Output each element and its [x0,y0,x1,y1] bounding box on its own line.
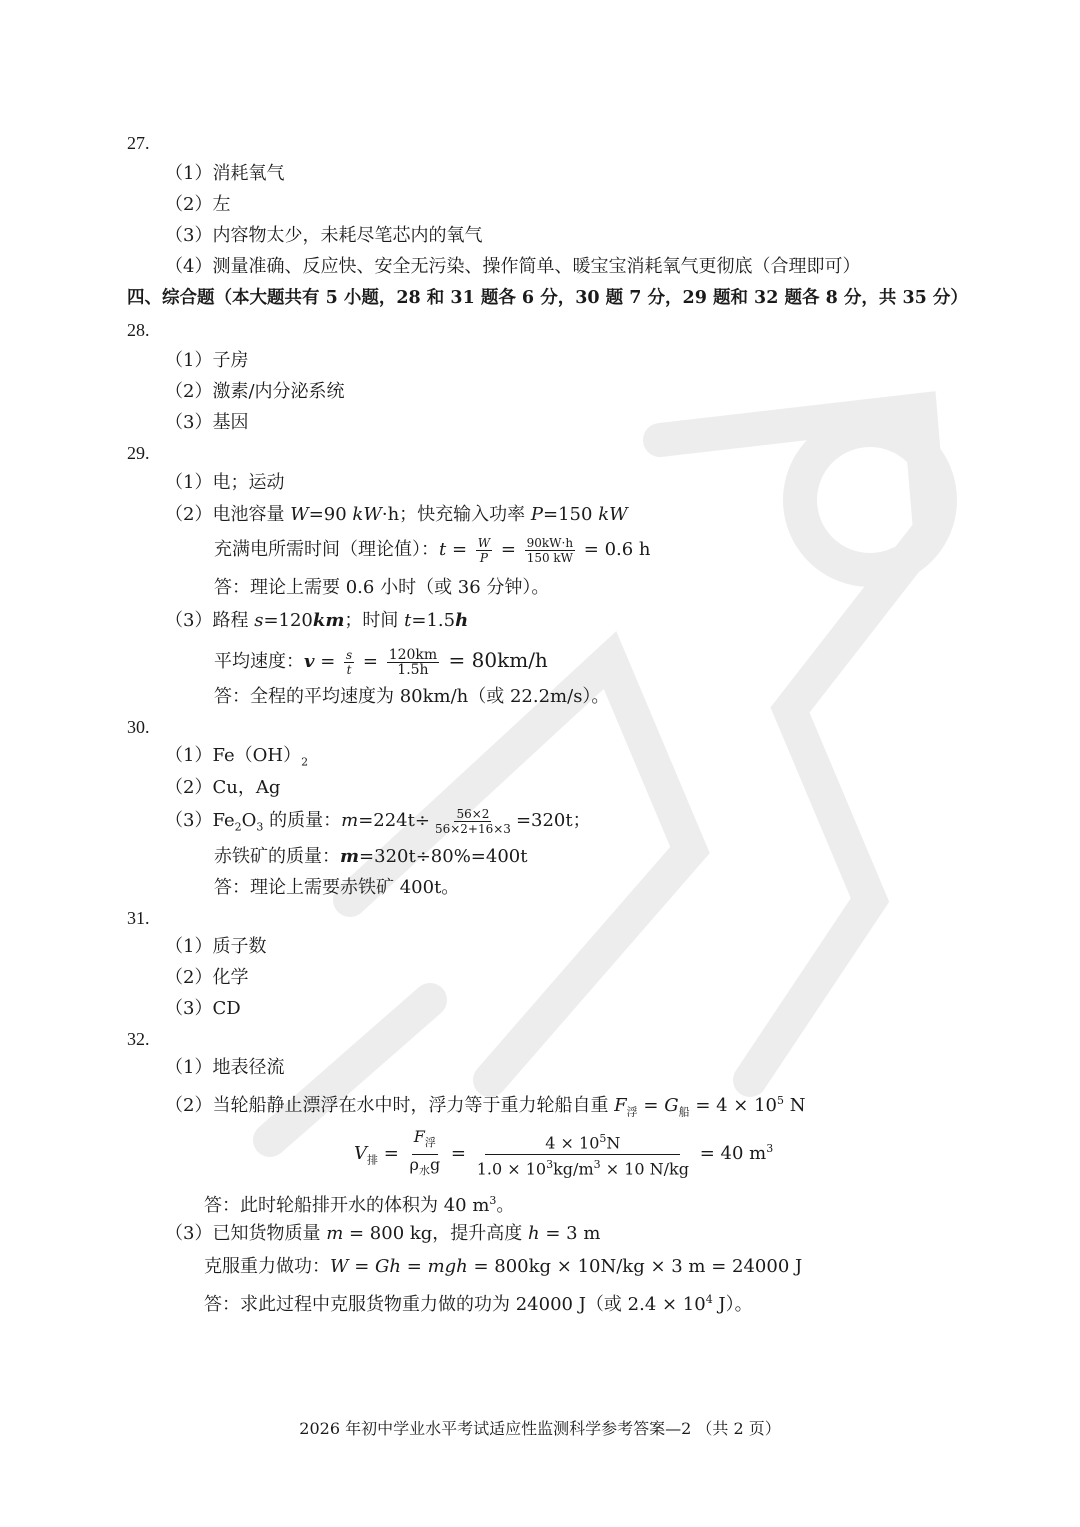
q30-answer-1 [165,744,308,775]
frac-bottom [475,1155,691,1179]
exponent: 3 [546,1157,554,1171]
exponent: 3 [489,1194,497,1207]
subscript: 2 [301,755,309,769]
equals: = [445,1143,472,1164]
equals: = [446,539,473,560]
var-v: v [304,651,315,672]
speed-result: = 80km/h [442,648,548,672]
unit-n: N [784,1095,806,1116]
q30-1-formula: （1）Fe（OH） [165,745,302,766]
ore-label: 赤铁矿的质量： [214,846,340,867]
work-calc: = 800kg × 10N/kg × 3 m = 24000 J [467,1256,803,1277]
q27-answer-2: （2）左 [165,194,231,215]
unit-h: h [455,610,469,631]
q32-2-text: （2）当轮船静止漂浮在水中时，浮力等于重力轮船自重 [165,1095,615,1116]
fraction-w-over-p [476,536,492,565]
var-s: s [254,610,264,631]
exponent: 5 [777,1094,785,1107]
frac-bottom: t [346,662,352,677]
q31-answer-3: （3）CD [165,998,241,1019]
subscript: 浮 [424,1136,436,1150]
question-31-number: 31. [127,908,150,928]
var-m: m [326,1223,344,1244]
density-value: 1.0 × 10 [476,1158,547,1178]
q27-answer-4: （4）测量准确、反应快、安全无污染、操作简单、暖宝宝消耗氧气更彻底（合理即可） [165,256,861,277]
var-m: m [341,810,359,831]
fraction-buoyancy [408,1127,443,1180]
question-29-number: 29. [127,443,150,463]
exponent: 4 [705,1293,713,1306]
q29-2-value1: =90 [308,504,353,525]
q29-3-mid: ；时间 [344,610,405,631]
var-gh: Gh [375,1256,402,1277]
frac-top: W [477,535,491,550]
q32-3-text: （3）已知货物质量 [165,1223,327,1244]
exponent: 5 [599,1132,607,1146]
unit-km: km [312,610,345,631]
fraction-volume-calc [475,1129,691,1179]
equals: = [378,1143,405,1164]
equals: = [357,651,384,672]
unit-kw: kW [352,504,382,525]
var-m: m [340,846,360,867]
gravity-value: × 10 N/kg [600,1158,689,1178]
var-h: h [528,1223,540,1244]
frac-top: 90kW·h [526,535,574,550]
q29-speed-formula [214,643,548,679]
q32-answer-2 [165,1089,806,1125]
q29-speed-answer: 答：全程的平均速度为 80km/h（或 22.2m/s）。 [214,686,610,707]
fraction-distance-over-time [387,648,439,677]
q31-answer-1: （1）质子数 [165,936,267,957]
fraction-iron-ratio [433,807,513,836]
exponent: 3 [766,1142,774,1155]
subscript: 水 [418,1163,430,1177]
question-28-number: 28. [127,320,150,340]
q30-3-result: =320t； [515,810,591,831]
q29-3-value1: =120 [263,610,313,631]
answer-text: 答：求此过程中克服货物重力做的功为 24000 J（或 2.4 × 10 [204,1294,706,1315]
q27-answer-1: （1）消耗氧气 [165,163,285,184]
q29-answer-2 [165,503,628,527]
page-footer: 2026 年初中学业水平考试适应性监测科学参考答案—2 （共 2 页） [299,1419,781,1438]
rho-symbol: ρ [409,1154,419,1174]
q32-answer-3 [165,1222,600,1246]
q29-3-value2: =1.5 [411,610,456,631]
force-value: 4 × 10 [545,1133,600,1153]
var-f: F [413,1127,425,1147]
frac-top [485,1129,680,1154]
answer-text: 答：此时轮船排开水的体积为 40 m [204,1195,490,1216]
q28-answer-1: （1）子房 [165,350,249,371]
equals: = [314,651,341,672]
var-t: t [439,539,447,560]
q29-answer-1: （1）电；运动 [165,472,285,493]
subscript: 浮 [626,1105,638,1119]
question-30-number: 30. [127,717,150,737]
q30-3-mid: 的质量： [263,810,342,831]
q29-2-value2: =150 [543,504,599,525]
var-w: W [290,504,309,525]
q29-answer-3 [165,609,468,633]
frac-top [412,1127,438,1154]
var-p: P [530,504,544,525]
fraction-energy-over-power [525,536,575,565]
watermark-graphic [230,380,1010,1160]
equals: = [495,539,522,560]
var-g: g [429,1154,441,1174]
q29-2-prefix: （2）电池容量 [165,504,291,525]
q32-volume-formula [354,1122,773,1188]
subscript: 船 [678,1105,690,1119]
var-w: W [330,1256,349,1277]
frac-top: 120km [388,646,438,663]
q30-ore-mass [214,845,527,869]
answer-end: J）。 [712,1294,753,1315]
frac-bottom: 56×2+16×3 [434,821,511,836]
oxygen-symbol: O [241,810,257,831]
q30-answer: 答：理论上需要赤铁矿 400t。 [214,877,460,898]
ore-calc: =320t÷80%=400t [359,846,528,867]
subscript: 2 [234,820,242,834]
exponent: 3 [593,1157,601,1171]
var-f: F [614,1095,627,1116]
equals: = [401,1256,428,1277]
q32-answer-1: （1）地表径流 [165,1057,285,1078]
unit-n: N [606,1133,621,1153]
frac-bottom [408,1155,443,1181]
frac-bottom: 1.5h [397,661,429,678]
frac-top: s [346,647,353,662]
q32-work-answer [204,1288,753,1317]
unit-kw-2: kW [598,504,628,525]
q30-answer-2: （2）Cu，Ag [165,777,281,798]
q27-answer-3: （3）内容物太少，未耗尽笔芯内的氧气 [165,225,483,246]
q30-3-calc: =224t÷ [358,810,430,831]
mass-value: = 800 kg，提升高度 [343,1223,529,1244]
var-g: G [664,1095,679,1116]
question-27-number: 27. [127,133,150,153]
subscript: 排 [367,1153,378,1167]
q28-answer-3: （3）基因 [165,412,249,433]
height-value: = 3 m [539,1223,601,1244]
var-t: t [404,610,412,631]
weight-value: = 4 × 10 [689,1095,778,1116]
frac-top: 56×2 [456,806,490,821]
q29-2-mid: ·h；快充输入功率 [381,504,531,525]
volume-result: = 40 m [693,1143,767,1164]
var-v: V [354,1143,367,1164]
q32-volume-answer [204,1189,514,1218]
equals: = [348,1256,376,1277]
var-mgh: mgh [427,1256,468,1277]
time-result: = 0.6 h [578,539,651,560]
time-label: 充满电所需时间（理论值）： [214,539,439,560]
q32-work-formula [204,1255,802,1279]
section-4-heading: 四、综合题（本大题共有 5 小题，28 和 31 题各 6 分，30 题 7 分，29 题和 32 题各 8 分，共 35 分） [127,288,968,308]
q30-3-prefix: （3）Fe [165,810,235,831]
q31-answer-2: （2）化学 [165,967,249,988]
q29-time-formula [214,535,651,565]
work-label: 克服重力做功： [204,1256,330,1277]
speed-label: 平均速度： [214,651,304,672]
answer-end: 。 [496,1195,515,1216]
subscript: 3 [256,820,264,834]
fraction-s-over-t [344,648,354,677]
q29-3-prefix: （3）路程 [165,610,255,631]
frac-bottom: 150 kW [526,550,574,565]
q29-time-answer: 答：理论上需要 0.6 小时（或 36 分钟）。 [214,577,550,598]
density-unit: kg/m [553,1158,594,1178]
equals: = [637,1095,665,1116]
frac-bottom: P [479,550,488,565]
question-32-number: 32. [127,1029,150,1049]
q30-answer-3 [165,806,591,843]
q28-answer-2: （2）激素/内分泌系统 [165,381,345,402]
